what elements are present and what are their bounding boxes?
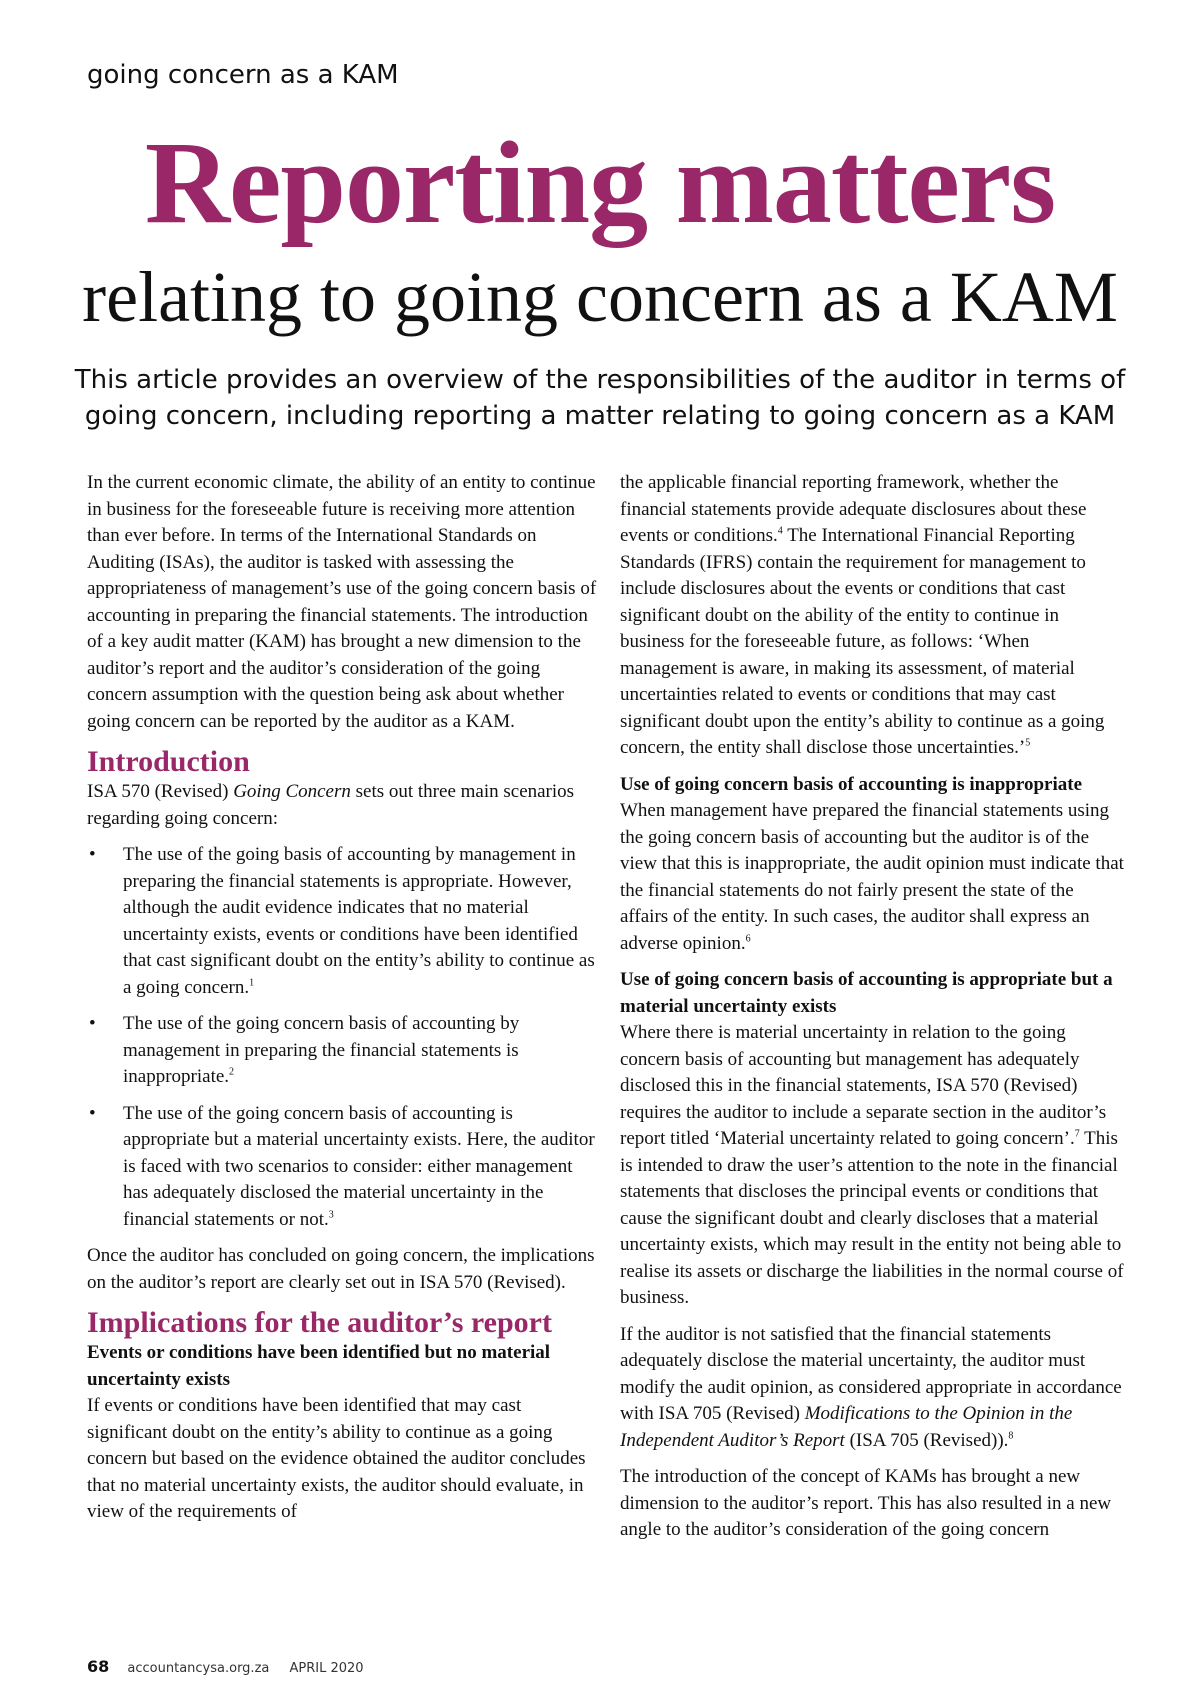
heading-implications: Implications for the auditor’s report	[87, 1306, 552, 1339]
heading-introduction: Introduction	[87, 745, 250, 778]
appropriate-text-b: This is intended to draw the user’s attention to the note in the financial statements that discloses the principal events or conditions that cause the significant doubt and clearly discloses that a material uncertainty exists, which may result in the entity not being able to realise its assets or discharge the liabilities in the normal course of business.	[620, 1128, 1124, 1308]
footnote-ref: 4	[777, 525, 783, 537]
isa-prefix: ISA 570 (Revised)	[87, 781, 234, 802]
article-standfirst	[60, 362, 1140, 434]
kam-paragraph: The introduction of the concept of KAMs has brought a new dimension to the auditor’s report. This has also resulted in a new angle to the auditor’s consideration of the going concern	[620, 1466, 1112, 1540]
ifrs-text-b: The International Financial Reporting Standards (IFRS) contain the requirement for management to include disclosures about the events or conditions that cast significant doubt on the ability of the entity to continue in business for the foreseeable future, as follows: ‘When management is aware, in making its assessment, of material uncertainties related to events or conditions that may cast significant doubt upon the entity’s ability to continue as a going concern, the entity shall disclose those uncertainties.’	[620, 525, 1105, 758]
scenario-1-text: The use of the going basis of accounting by management in preparing the financial statements is appropriate. However, although the audit evidence indicates that no material uncertainty exists, events or conditions have been identified that cast significant doubt on the entity’s ability to continue as a going concern.	[123, 844, 595, 998]
isa-title-italic: Going Concern	[233, 781, 351, 802]
footer-site: accountancysa.org.za	[127, 1661, 270, 1676]
subheading-events: Events or conditions have been identified but no material uncertainty exists	[87, 1342, 551, 1390]
inappropriate-text: When management have prepared the financial statements using the going concern basis of accounting but the auditor is of the view that this is inappropriate, the audit opinion must indicate that the financial statements do not fairly present the state of the affairs of the entity. In such cases, the auditor shall express an adverse opinion.	[620, 800, 1124, 954]
not-satisfied-text-b: (ISA 705 (Revised)).	[844, 1429, 1009, 1451]
footnote-ref: 2	[229, 1066, 235, 1078]
footnote-ref: 6	[745, 933, 751, 945]
subheading-inappropriate: Use of going concern basis of accounting is inappropriate	[620, 773, 1083, 795]
inappropriate-paragraph	[620, 798, 1125, 957]
footnote-ref: 7	[1074, 1128, 1080, 1140]
standfirst-line-1: This article provides an overview of the responsibilities of the auditor in terms of	[74, 365, 1126, 395]
article-title: Reporting matters	[144, 117, 1056, 248]
intro-paragraph: In the current economic climate, the ability of an entity to continue in business for the foreseeable future is receiving more attention than ever before. In terms of the International Standards on Auditing (ISAs), the auditor is tasked with assessing the appropriateness of management’s use of the going concern basis of accounting in preparing the financial statements. The introduction of a key audit matter (KAM) has brought a new dimension to the auditor’s report and the auditor’s consideration of the going concern assumption with the question being ask about whether going concern can be reported by the auditor as a KAM.	[87, 472, 597, 732]
not-satisfied-paragraph	[620, 1322, 1125, 1455]
footnote-ref: 1	[249, 977, 255, 989]
once-paragraph: Once the auditor has concluded on going concern, the implications on the auditor’s report are clearly set out in ISA 570 (Revised).	[87, 1245, 595, 1293]
isa-570-paragraph	[87, 779, 597, 832]
article-subtitle: relating to going concern as a KAM	[82, 257, 1118, 337]
page-footer	[87, 1657, 364, 1676]
bullet-icon: •	[89, 844, 96, 865]
footer-date: APRIL 2020	[289, 1661, 364, 1676]
left-column	[87, 470, 597, 1536]
appropriate-paragraph	[620, 1020, 1125, 1312]
standfirst-line-2: going concern, including reporting a matter relating to going concern as a KAM	[84, 401, 1116, 431]
events-paragraph: If events or conditions have been identified that may cast significant doubt on the entity’s ability to continue as a going concern but based on the evidence obtained the auditor concludes that no material uncertainty exists, the auditor should evaluate, in view of the requirements of	[87, 1395, 586, 1522]
list-item	[87, 842, 597, 1001]
ifrs-text-a: the applicable financial reporting framework, whether the financial statements provide adequate disclosures about these events or conditions.	[620, 472, 1087, 546]
bullet-icon: •	[89, 1102, 96, 1124]
scenario-list	[87, 842, 597, 1233]
footnote-ref: 3	[328, 1209, 334, 1221]
right-column	[620, 470, 1125, 1554]
isa-suffix: sets out three main scenarios regarding going concern:	[87, 781, 575, 829]
scenario-2-text: The use of the going concern basis of accounting by management in preparing the financial statements is inappropriate.	[123, 1013, 520, 1087]
bullet-icon: •	[89, 1013, 96, 1034]
footnote-ref: 8	[1008, 1430, 1014, 1442]
page-number: 68	[87, 1657, 110, 1676]
isa-705-title-italic: Modifications to the Opinion in the Independent Auditor’s Report	[620, 1403, 1073, 1451]
footnote-ref: 5	[1025, 737, 1031, 749]
subheading-appropriate: Use of going concern basis of accounting is appropriate but a material uncertainty exists	[620, 969, 1113, 1017]
section-tag: going concern as a KAM	[87, 60, 399, 90]
list-item	[87, 1011, 597, 1091]
appropriate-text-a: Where there is material uncertainty in relation to the going concern basis of accounting but management has adequately disclosed this in the financial statements, ISA 570 (Revised) requires the auditor to include a separate section in the auditor’s report titled ‘Material uncertainty related to going concern’.	[620, 1022, 1107, 1149]
ifrs-paragraph	[620, 470, 1125, 762]
scenario-3-text: The use of the going concern basis of accounting is appropriate but a material uncertainty exists. Here, the auditor is faced with two scenarios to consider: either management has adequately disclosed the material uncertainty in the financial statements or not.	[123, 1102, 595, 1230]
not-satisfied-text-a: If the auditor is not satisfied that the financial statements adequately disclose the material uncertainty, the auditor must modify the audit opinion, as considered appropriate in accordance with ISA 705 (Revised)	[620, 1323, 1122, 1424]
list-item	[87, 1101, 597, 1234]
